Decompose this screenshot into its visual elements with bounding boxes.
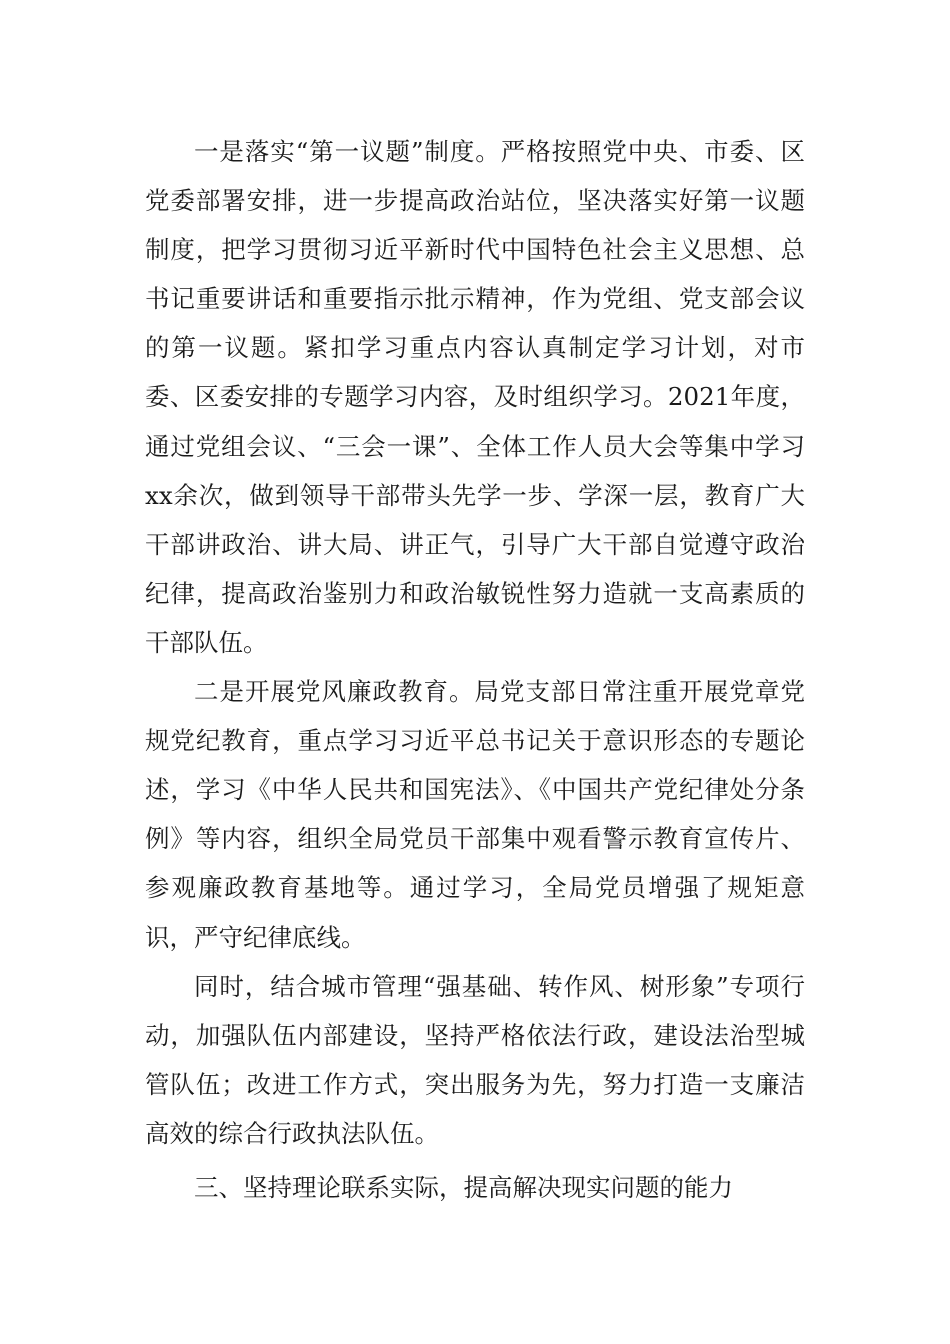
- section-heading: 三、坚持理论联系实际，提高解决现实问题的能力: [194, 1172, 733, 1202]
- paragraph-first-agenda: 一是落实“第一议题”制度。严格按照党中央、市委、区党委部署安排，进一步提高政治站位，坚决落实好第一议题制度，把学习贯彻习近平新时代中国特色社会主义思想、总书记重要讲话和重要指示批示精神，作为党组、党支部会议的第一议题。紧扣学习重点内容认真制定学习计划，对市委、区委安排的专题学习内容，及时组织学习。2021年度，通过党组会议、“三会一课”、全体工作人员大会等集中学习xx余次，做到领导干部带头先学一步、学深一层，教育广大干部讲政治、讲大局、讲正气，引导广大干部自觉遵守政治纪律，提高政治鉴别力和政治敏锐性努力造就一支高素质的干部队伍。: [145, 137, 805, 657]
- paragraph-party-conduct-education: 二是开展党风廉政教育。局党支部日常注重开展党章党规党纪教育，重点学习习近平总书记关于意识形态的专题论述，学习《中华人民共和国宪法》、《中国共产党纪律处分条例》等内容，组织全局党员干部集中观看警示教育宣传片、参观廉政教育基地等。通过学习，全局党员增强了规矩意识，严守纪律底线。: [145, 677, 805, 952]
- document-body: [145, 127, 805, 1212]
- paragraph-special-action: 同时，结合城市管理“强基础、转作风、树形象”专项行动，加强队伍内部建设，坚持严格依法行政，建设法治型城管队伍；改进工作方式，突出服务为先，努力打造一支廉洁高效的综合行政执法队伍。: [145, 971, 805, 1148]
